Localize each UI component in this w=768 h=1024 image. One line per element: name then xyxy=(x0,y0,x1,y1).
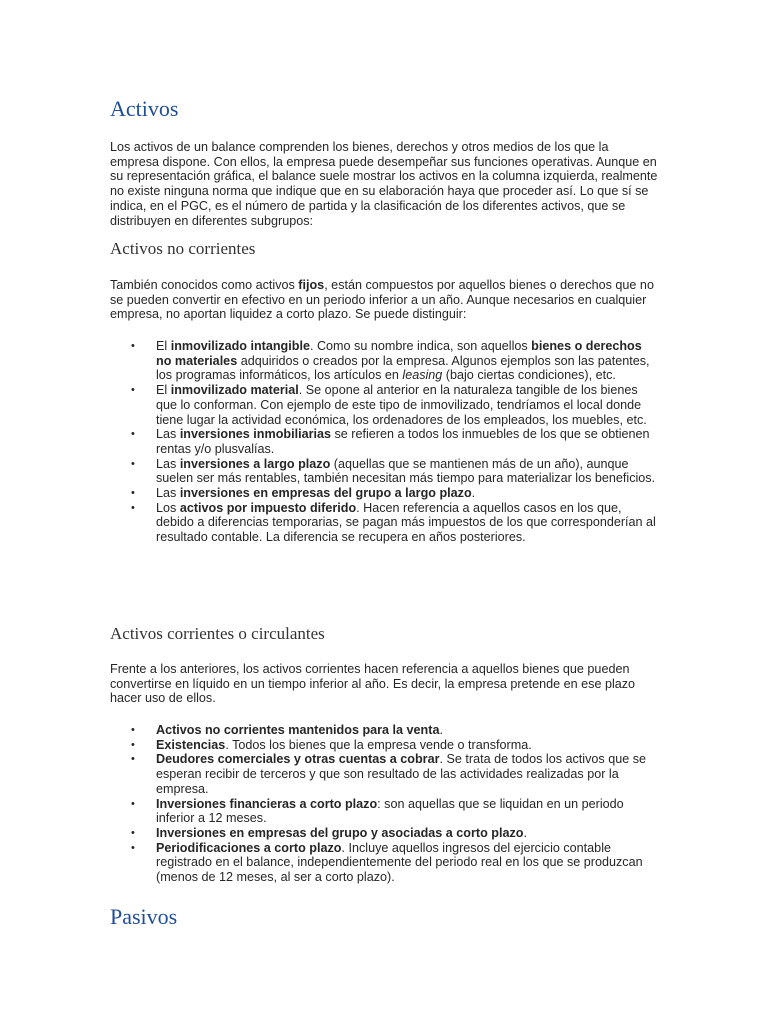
bullet-icon: • xyxy=(131,841,135,854)
heading-activos: Activos xyxy=(110,96,179,121)
bullet-icon: • xyxy=(131,340,135,352)
bullet-icon: • xyxy=(131,457,135,470)
no-corrientes-intro-paragraph: También conocidos como activos fijos, están compuestos por aquellos bienes o derechos que no se pueden convertir en efectivo en un periodo inferior a un año. Aunque necesarios en cualquier empresa, no aportan liquidez a corto plazo. Se puede distinguir: xyxy=(110,278,654,322)
list-item: • Las inversiones inmobiliarias se refieren a todos los inmuebles de los que se obtienen rentas y/o plusvalías. xyxy=(131,427,650,456)
list-item: • Los activos por impuesto diferido. Hacen referencia a aquellos casos en los que, debido a diferencias temporarias, se pagan más impuestos de los que corresponderían al resultado contable. La diferencia se recupera en años posteriores. xyxy=(131,500,656,545)
list-item: • Inversiones financieras a corto plazo: son aquellas que se liquidan en un periodo inferior a 12 meses. xyxy=(131,796,624,826)
corrientes-intro-paragraph: Frente a los anteriores, los activos corrientes hacen referencia a aquellos bienes que pueden convertirse en líquido en un tiempo inferior al año. Es decir, la empresa pretende en ese plazo hacer uso de ellos. xyxy=(110,662,636,706)
bullet-icon: • xyxy=(131,753,135,766)
no-corrientes-list xyxy=(110,339,660,545)
heading-activos-no-corrientes: Activos no corrientes xyxy=(110,239,256,258)
bullet-icon: • xyxy=(131,797,135,810)
list-item: • Inversiones en empresas del grupo y asociadas a corto plazo. xyxy=(131,825,527,840)
bullet-icon: • xyxy=(131,826,135,839)
bullet-icon: • xyxy=(131,501,135,514)
bullet-icon: • xyxy=(131,487,135,500)
corrientes-list xyxy=(110,723,660,885)
heading-activos-corrientes: Activos corrientes o circulantes xyxy=(110,624,325,643)
bullet-icon: • xyxy=(131,738,135,751)
list-item: • Deudores comerciales y otras cuentas a cobrar. Se trata de todos los activos que se esperan recibir de terceros y que son resultado de las actividades realizadas por la empresa. xyxy=(131,752,647,796)
heading-pasivos: Pasivos xyxy=(110,904,178,929)
list-item: • Periodificaciones a corto plazo. Incluye aquellos ingresos del ejercicio contable registrado en el balance, independientemente del periodo real en los que se produzcan (menos de 12 meses, al ser a corto plazo). xyxy=(131,840,643,885)
bullet-icon: • xyxy=(131,384,135,397)
activos-intro-paragraph: Los activos de un balance comprenden los bienes, derechos y otros medios de los que la empresa dispone. Con ellos, la empresa puede desempeñar sus funciones operativas. Aunque en su representación gráfica, el balance suele mostrar los activos en la columna izquierda, realmente no existe ninguna norma que indique que en su elaboración haya que proceder así. Lo que sí se indica, en el PGC, es el número de partida y la clasificación de los diferentes activos, que se distribuyen en diferentes subgrupos: xyxy=(110,140,658,228)
bullet-icon: • xyxy=(131,724,135,736)
list-item: • Las inversiones en empresas del grupo a largo plazo. xyxy=(131,486,476,501)
list-item: • Las inversiones a largo plazo (aquellas que se mantienen más de un año), aunque suelen ser más rentables, también necesitan más tiempo para materializar los beneficios. xyxy=(131,456,656,486)
list-item: • El inmovilizado material. Se opone al anterior en la naturaleza tangible de los bienes que lo conforman. Con ejemplo de este tipo de inmovilizado, tendríamos el local donde tiene lugar la actividad económica, los ordenadores de los empleados, los muebles, etc. xyxy=(131,383,647,427)
list-item: • Existencias. Todos los bienes que la empresa vende o transforma. xyxy=(131,737,532,752)
list-item: • El inmovilizado intangible. Como su nombre indica, son aquellos bienes o derechos no materiales adquiridos o creados por la empresa. Algunos ejemplos son las patentes, los programas informáticos, los artículos en leasing (bajo ciertas condiciones), etc. xyxy=(131,339,650,383)
bullet-icon: • xyxy=(131,428,135,441)
list-item: • Activos no corrientes mantenidos para la venta. xyxy=(131,723,443,737)
